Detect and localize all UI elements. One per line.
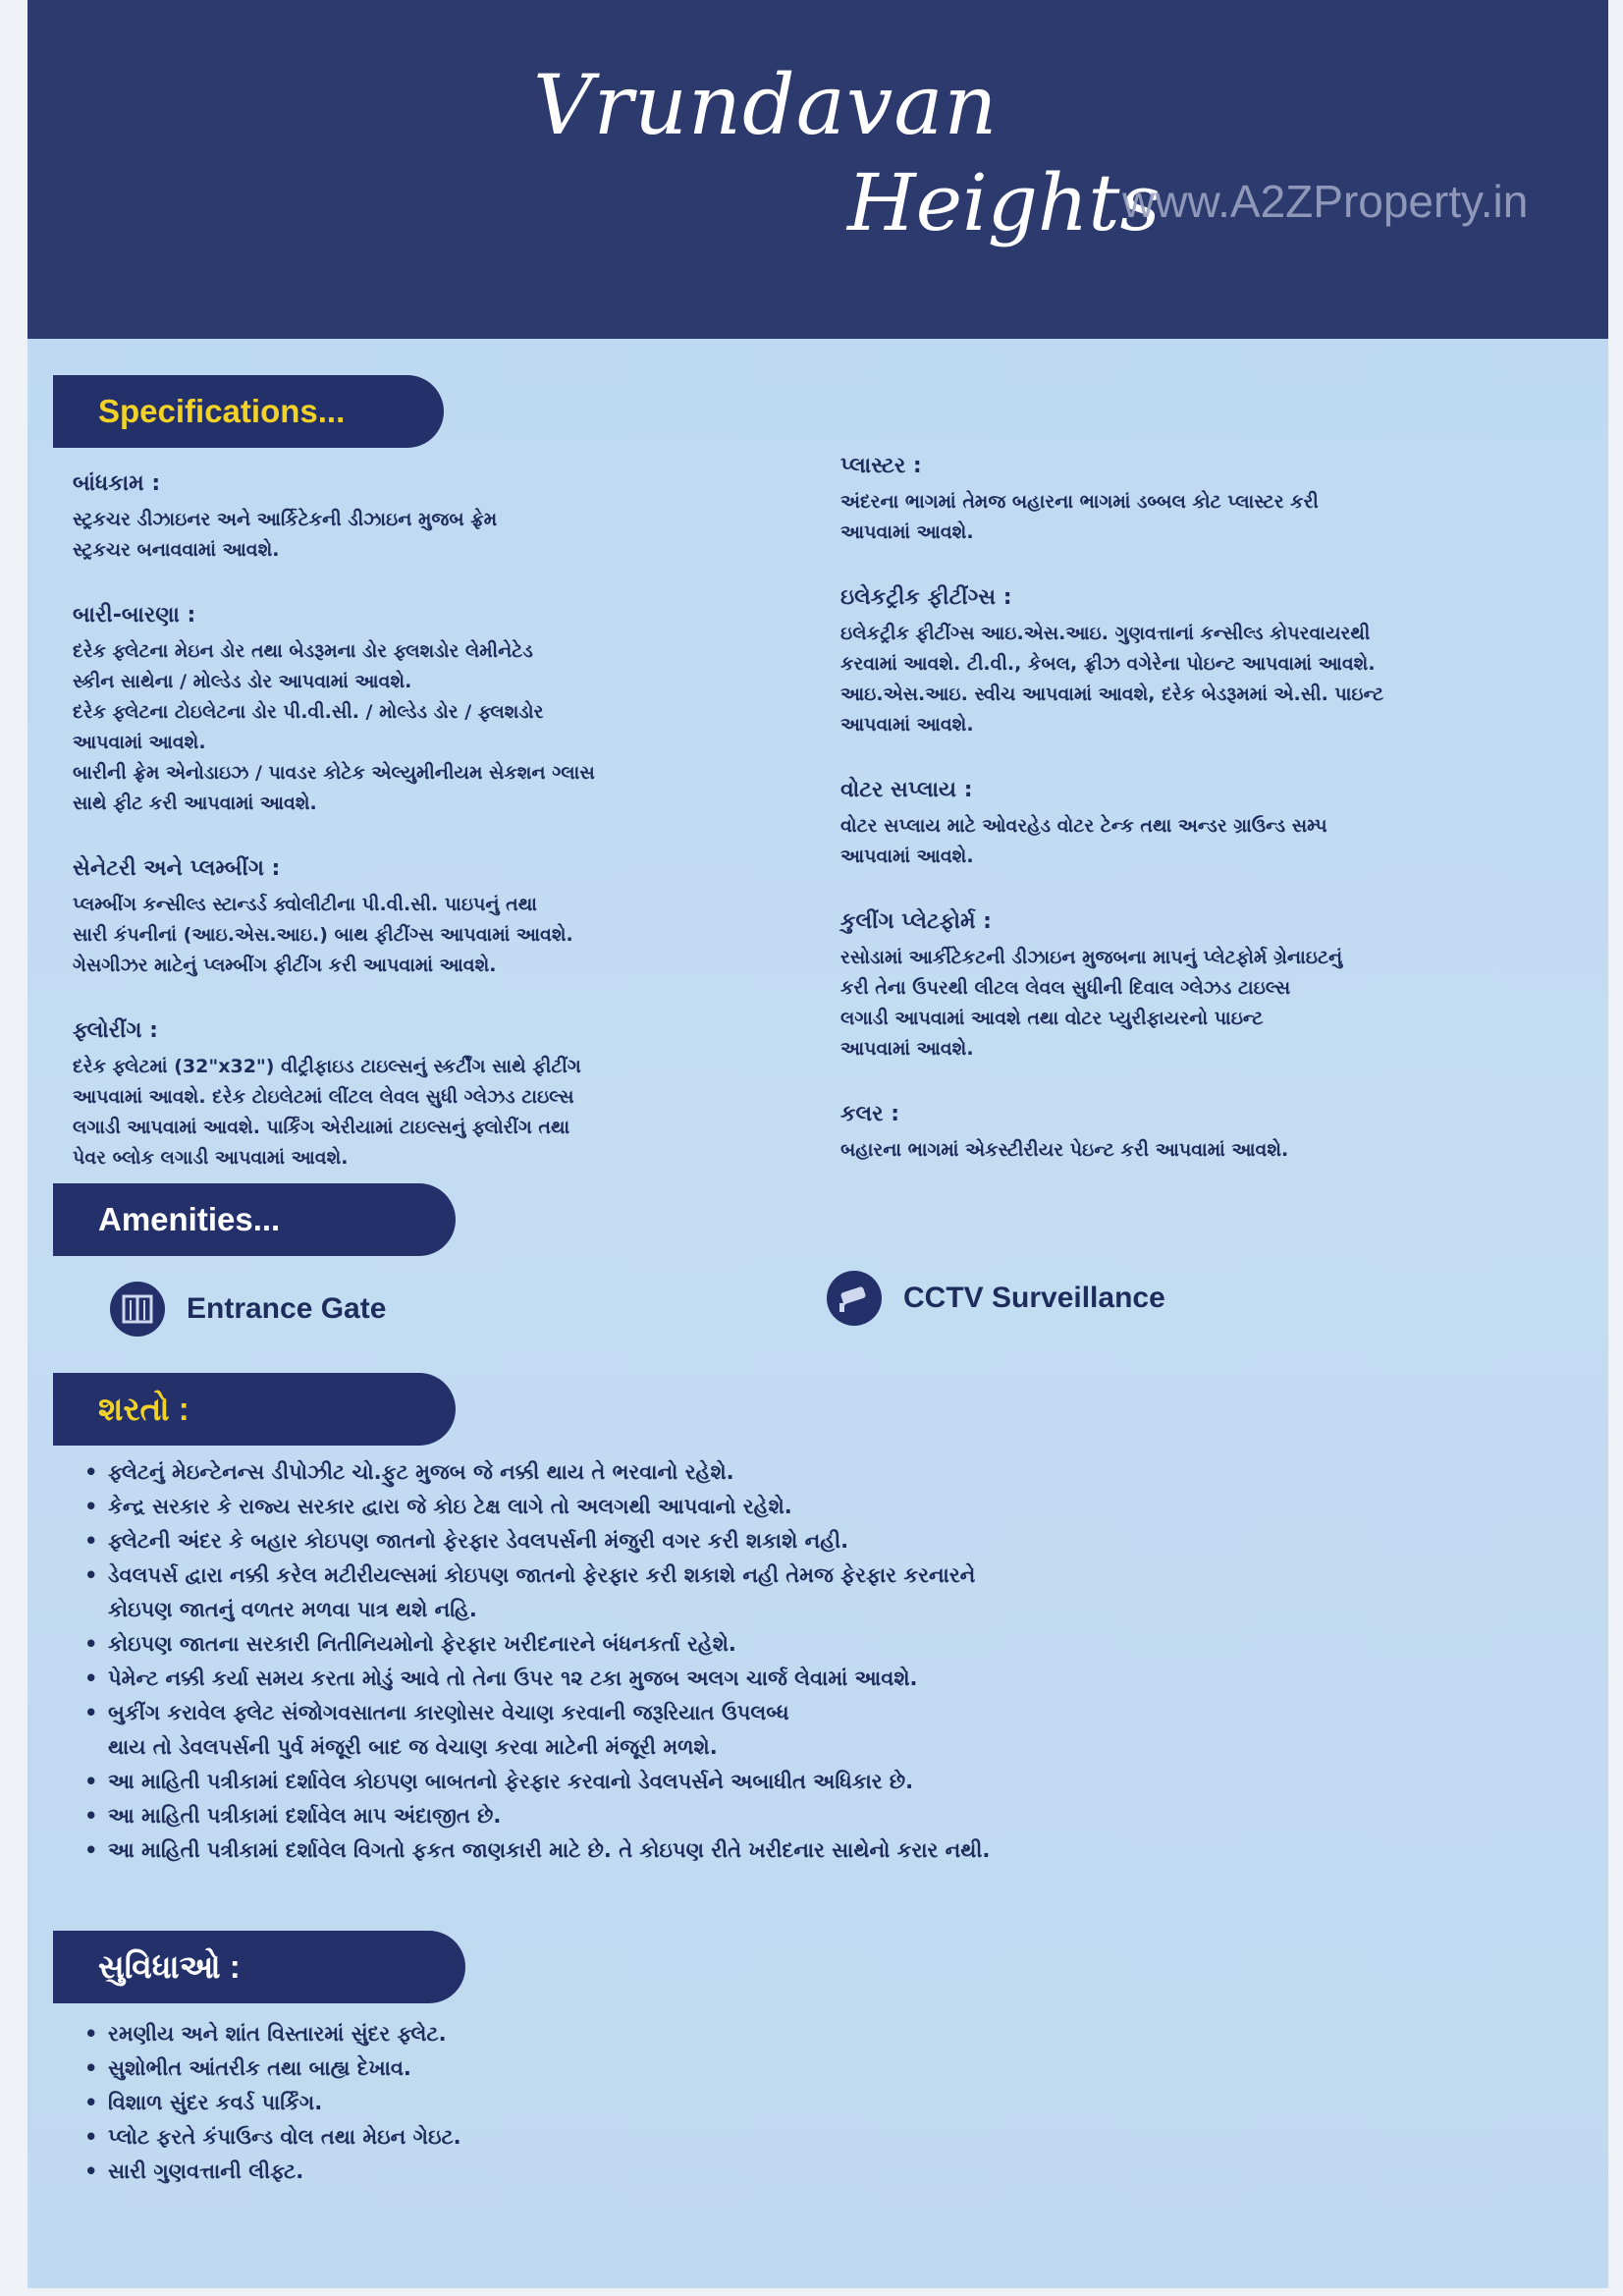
spec-line: દરેક ફ્લેટમાં (32"x32") વીટ્રીફાઇડ ટાઇલ્સનું સ્કર્ટીંગ સાથે ફીટીંગ xyxy=(73,1056,581,1077)
amenity-label: CCTV Surveillance xyxy=(903,1282,1165,1314)
spec-line: આઇ.એસ.આઇ. સ્વીચ આપવામાં આવશે, દરેક બેડરૂમમાં એ.સી. પાઇન્ટ xyxy=(840,683,1384,705)
spec-section-body xyxy=(840,943,1606,1065)
bullet-icon: • xyxy=(84,1701,98,1724)
spec-line: આપવામાં આવશે. xyxy=(840,521,974,543)
bullet-icon: • xyxy=(84,2091,98,2114)
terms-heading: શરતો : xyxy=(53,1373,456,1446)
spec-section xyxy=(73,854,799,981)
spec-section-title: ઇલેકટ્રીક ફીટીંગ્સ : xyxy=(840,585,1012,610)
spec-section-title: પ્લાસ્ટર : xyxy=(840,454,922,478)
brand-title-line2: Heights xyxy=(847,157,1161,248)
terms-item xyxy=(84,1593,990,1627)
facilities-list xyxy=(84,2017,461,2189)
facilities-item-text: પ્લોટ ફરતે કંપાઉન્ડ વોલ તથા મેઇન ગેઇટ. xyxy=(108,2125,461,2149)
terms-item-text: કેન્દ્ર સરકાર કે રાજ્ય સરકાર દ્વારા જે કોઇ ટેક્ષ લાગે તો અલગથી આપવાનો રહેશે. xyxy=(108,1495,792,1518)
terms-item-text: આ માહિતી પત્રીકામાં દર્શાવેલ વિગતો ફકત જાણકારી માટે છે. તે કોઇપણ રીતે ખરીદનાર સાથેનો કરાર નથી. xyxy=(108,1838,991,1862)
bullet-icon: • xyxy=(84,1460,98,1484)
spec-section-body xyxy=(73,505,799,566)
spec-line: સાથે ફીટ કરી આપવામાં આવશે. xyxy=(73,793,317,814)
spec-section-body xyxy=(73,1052,799,1174)
spec-section-body xyxy=(840,487,1606,548)
terms-item xyxy=(84,1765,990,1799)
terms-list xyxy=(84,1455,990,1868)
bullet-icon: • xyxy=(84,2125,98,2149)
spec-line: કરી તેના ઉપરથી લીટલ લેવલ સુધીની દિવાલ ગ્લેઝડ ટાઇલ્સ xyxy=(840,977,1291,999)
facilities-item-text: સુશોભીત આંતરીક તથા બાહ્ય દેખાવ. xyxy=(108,2056,411,2080)
terms-item xyxy=(84,1730,990,1765)
spec-line: વોટર સપ્લાય માટે ઓવરહેડ વોટર ટેન્ક તથા અન્ડર ગ્રાઉન્ડ સમ્પ xyxy=(840,815,1327,837)
terms-item-text: થાય તો ડેવલપર્સની પુર્વ મંજૂરી બાદ જ વેચાણ કરવા માટેની મંજૂરી મળશે. xyxy=(108,1735,718,1759)
specifications-right-column xyxy=(840,452,1606,1201)
terms-item-text: આ માહિતી પત્રીકામાં દર્શાવેલ માપ અંદાજીત છે. xyxy=(108,1804,502,1828)
spec-section-title: બાંધકામ : xyxy=(73,471,161,496)
watermark-text: www.A2ZProperty.in xyxy=(1122,176,1529,227)
spec-line: સ્ટ્રકચર ડીઝાઇનર અને આર્કિટેકની ડીઝાઇન મુજબ ફ્રેમ xyxy=(73,509,498,530)
spec-line: દરેક ફ્લેટના મેઇન ડોર તથા બેડરૂમના ડોર ફ્લશડોર લેમીનેટેડ xyxy=(73,640,533,662)
bullet-icon: • xyxy=(84,1804,98,1828)
spec-line: દરેક ફ્લેટના ટોઇલેટના ડોર પી.વી.સી. / મોલ્ડેડ ડોર / ફ્લશડોર xyxy=(73,701,544,723)
spec-line: લગાડી આપવામાં આવશે. પાર્કિંગ એરીયામાં ટાઇલ્સનું ફ્લોરીંગ તથા xyxy=(73,1117,570,1138)
specifications-left-column xyxy=(73,469,799,1209)
spec-line: આપવામાં આવશે. xyxy=(840,714,974,736)
bullet-icon: • xyxy=(84,2159,98,2183)
spec-line: આપવામાં આવશે. xyxy=(840,846,974,867)
spec-line: રસોડામાં આર્કીટેકટની ડીઝાઇન મુજબના માપનું પ્લેટફોર્મ ગ્રેનાઇટનું xyxy=(840,947,1343,968)
terms-item xyxy=(84,1833,990,1868)
terms-item-text: કોઇપણ જાતનું વળતર મળવા પાત્ર થશે નહિ. xyxy=(108,1598,477,1621)
spec-line: કરવામાં આવશે. ટી.વી., કેબલ, ફ્રીઝ વગેરેના પોઇન્ટ આપવામાં આવશે. xyxy=(840,653,1376,675)
spec-section xyxy=(73,601,799,819)
spec-section-body xyxy=(73,636,799,819)
spec-section-body xyxy=(840,811,1606,872)
spec-section-title: કુલીંગ પ્લેટફોર્મ : xyxy=(840,909,992,934)
spec-line: સ્ટ્રકચર બનાવવામાં આવશે. xyxy=(73,539,280,561)
spec-section-title: સેનેટરી અને પ્લમ્બીંગ : xyxy=(73,856,281,881)
spec-line: પ્લમ્બીંગ કન્સીલ્ડ સ્ટાન્ડર્ડ ક્વોલીટીના પી.વી.સી. પાઇપનું તથા xyxy=(73,894,537,915)
spec-section xyxy=(73,1016,799,1174)
terms-item xyxy=(84,1627,990,1662)
terms-item-text: ફ્લેટનું મેઇન્ટેનન્સ ડીપોઝીટ ચો.ફુટ મુજબ જે નક્કી થાય તે ભરવાનો રહેશે. xyxy=(108,1460,734,1484)
spec-line: પેવર બ્લોક લગાડી આપવામાં આવશે. xyxy=(73,1147,349,1169)
terms-item-text: ડેવલપર્સ દ્વારા નક્કી કરેલ મટીરીયલ્સમાં કોઇપણ જાતનો ફેરફાર કરી શકાશે નહી તેમજ ફેરફાર કરનારને xyxy=(108,1563,976,1587)
spec-line: બહારના ભાગમાં એકસ્ટીરીયર પેઇન્ટ કરી આપવામાં આવશે. xyxy=(840,1139,1289,1161)
terms-item xyxy=(84,1799,990,1833)
terms-item-text: પેમેન્ટ નક્કી કર્યા સમય કરતા મોડું આવે તો તેના ઉપર ૧૨ ટકા મુજબ અલગ ચાર્જ લેવામાં આવશે. xyxy=(108,1667,918,1690)
bullet-icon: • xyxy=(84,1529,98,1553)
spec-line: આપવામાં આવશે. દરેક ટોઇલેટમાં લીંટલ લેવલ સુધી ગ્લેઝડ ટાઇલ્સ xyxy=(73,1086,574,1108)
spec-line: આપવામાં આવશે. xyxy=(840,1038,974,1060)
spec-section-title: ફ્લોરીંગ : xyxy=(73,1018,158,1043)
spec-section-body xyxy=(73,890,799,981)
header-banner xyxy=(27,0,1608,339)
spec-section-title: બારી-બારણા : xyxy=(73,603,196,628)
spec-line: આપવામાં આવશે. xyxy=(73,732,206,753)
spec-section xyxy=(840,1100,1606,1166)
spec-section-body xyxy=(840,1135,1606,1166)
facilities-item xyxy=(84,2051,461,2086)
terms-item xyxy=(84,1696,990,1730)
bullet-icon: • xyxy=(84,1495,98,1518)
spec-section xyxy=(840,776,1606,872)
terms-item xyxy=(84,1490,990,1524)
spec-line: બારીની ફ્રેમ એનોડાઇઝ / પાવડર કોટેક એલ્યુમીનીયમ સેકશન ગ્લાસ xyxy=(73,762,595,784)
terms-item xyxy=(84,1558,990,1593)
brand-title-line1: Vrundavan xyxy=(533,57,999,153)
spec-section xyxy=(840,452,1606,548)
spec-line: ગેસગીઝર માટેનું પ્લમ્બીંગ ફીટીંગ કરી આપવામાં આવશે. xyxy=(73,955,497,976)
amenities-heading: Amenities... xyxy=(53,1183,456,1256)
bullet-icon: • xyxy=(84,1770,98,1793)
spec-section xyxy=(73,469,799,566)
bullet-icon: • xyxy=(84,1563,98,1587)
specifications-heading: Specifications... xyxy=(53,375,444,448)
facilities-item-text: વિશાળ સુંદર કવર્ડ પાર્કિંગ. xyxy=(108,2091,323,2114)
brochure-page xyxy=(27,0,1608,2288)
terms-item xyxy=(84,1455,990,1490)
terms-item-text: આ માહિતી પત્રીકામાં દર્શાવેલ કોઇપણ બાબતનો ફેરફાર કરવાનો ડેવલપર્સને અબાધીત અધિકાર છે. xyxy=(108,1770,914,1793)
facilities-item xyxy=(84,2155,461,2189)
facilities-item xyxy=(84,2017,461,2051)
gate-icon xyxy=(110,1282,165,1337)
spec-section-title: વોટર સપ્લાય : xyxy=(840,778,973,802)
bullet-icon: • xyxy=(84,1838,98,1862)
terms-item xyxy=(84,1524,990,1558)
bullet-icon: • xyxy=(84,1667,98,1690)
terms-item-text: બુકીંગ કરાવેલ ફ્લેટ સંજોગવસાતના કારણોસર વેચાણ કરવાની જરૂરિયાત ઉપલબ્ધ xyxy=(108,1701,789,1724)
terms-item-text: કોઇપણ જાતના સરકારી નિતીનિયમોનો ફેરફાર ખરીદનારને બંધનકર્તા રહેશે. xyxy=(108,1632,736,1656)
spec-line: સારી કંપનીનાં (આઇ.એસ.આઇ.) બાથ ફીટીંગ્સ આપવામાં આવશે. xyxy=(73,924,573,946)
spec-section xyxy=(840,583,1606,740)
bullet-icon: • xyxy=(84,2056,98,2080)
facilities-item-text: સારી ગુણવત્તાની લીફ્ટ. xyxy=(108,2159,304,2183)
spec-line: અંદરના ભાગમાં તેમજ બહારના ભાગમાં ડબ્બલ કોટ પ્લાસ્ટર કરી xyxy=(840,491,1319,513)
bullet-icon: • xyxy=(84,1632,98,1656)
facilities-item xyxy=(84,2086,461,2120)
spec-section xyxy=(840,907,1606,1065)
facilities-item-text: રમણીય અને શાંત વિસ્તારમાં સુંદર ફ્લેટ. xyxy=(108,2022,447,2046)
cctv-icon xyxy=(827,1271,882,1326)
spec-line: સ્કીન સાથેના / મોલ્ડેડ ડોર આપવામાં આવશે. xyxy=(73,671,412,692)
bullet-icon: • xyxy=(84,2022,98,2046)
facilities-heading: સુવિધાઓ : xyxy=(53,1931,465,2003)
spec-line: લગાડી આપવામાં આવશે તથા વોટર પ્યુરીફાયરનો પાઇન્ટ xyxy=(840,1008,1264,1029)
terms-item-text: ફ્લેટની અંદર કે બહાર કોઇપણ જાતનો ફેરફાર ડેવલપર્સની મંજુરી વગર કરી શકાશે નહી. xyxy=(108,1529,849,1553)
terms-item xyxy=(84,1662,990,1696)
amenity-entrance-gate xyxy=(110,1282,386,1337)
spec-section-title: કલર : xyxy=(840,1102,899,1126)
amenity-label: Entrance Gate xyxy=(187,1292,387,1325)
spec-section-body xyxy=(840,619,1606,740)
amenity-cctv xyxy=(827,1271,1165,1326)
spec-line: ઇલેકટ્રીક ફીટીંગ્સ આઇ.એસ.આઇ. ગુણવત્તાનાં કન્સીલ્ડ કોપરવાયરથી xyxy=(840,623,1371,644)
facilities-item xyxy=(84,2120,461,2155)
